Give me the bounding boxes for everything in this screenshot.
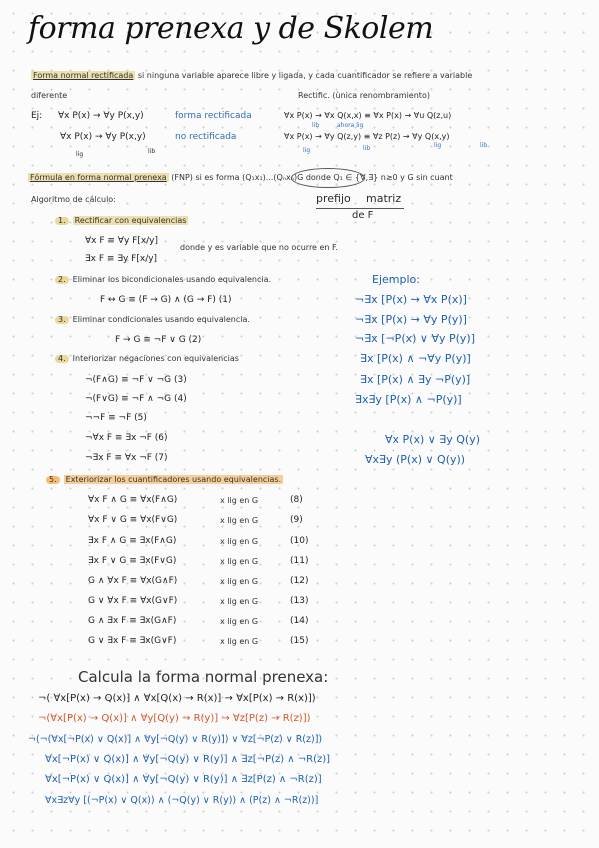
- step-1: [55, 217, 188, 225]
- step-4-eq-1: ¬(F∧G) ≡ ¬F ∨ ¬G (3): [85, 375, 187, 385]
- step-5-row-4-cond: x lig en G: [220, 557, 259, 566]
- step-4: [55, 355, 239, 363]
- step-4-label: Interiorizar negaciones con equivalencias: [72, 354, 239, 363]
- prenex-heading: Fórmula en forma normal prenexa: [30, 173, 167, 182]
- step-1-label: Rectificar con equivalencias: [74, 216, 187, 225]
- rectific-note: Rectific. (ùnica renombramiento): [298, 91, 430, 100]
- example-2-formula: ∀x P(x) → ∀y P(x,y): [60, 132, 146, 142]
- rectified-text: si ninguna variable aparece libre y ligada, y cada cuantificador se refiere a variable: [137, 71, 473, 80]
- step-5-number: 5.: [46, 476, 60, 484]
- r-sub-lig: lig: [303, 147, 311, 154]
- step-5-row-3-formula: ∃x F ∧ G ≡ ∃x(F∧G): [88, 536, 177, 546]
- step-5-row-1-cond: x lig en G: [220, 496, 259, 505]
- step-2-label: Eliminar los bicondicionales usando equivalencia.: [72, 275, 272, 284]
- step-5-row-3-cond: x lig en G: [220, 537, 259, 546]
- rectify-example-2: ∀x P(x) → ∀y Q(z,y) ≡ ∀z P(z) → ∀y Q(x,y): [284, 132, 450, 141]
- step-4-eq-4: ¬∀x F ≡ ∃x ¬F (6): [85, 433, 168, 443]
- example-1-tag: forma rectificada: [175, 111, 252, 121]
- matriz-label: matriz: [366, 192, 402, 205]
- exercise-given: ¬( ∀x[P(x) → Q(x)] ∧ ∀x[Q(x) → R(x)] → ∀x[P(x) → R(x)]): [38, 693, 316, 704]
- r-sub-lig-2: lig: [434, 142, 442, 149]
- step-3: [55, 316, 250, 324]
- example-1-formula: ∀x P(x) → ∀y P(x,y): [58, 111, 144, 121]
- example-label: Ej:: [31, 111, 43, 121]
- prenex-definition: [28, 174, 453, 182]
- step-5-row-5-cond: x lig en G: [220, 577, 259, 586]
- step-1-eq-2: ∃x F ≡ ∃y F[x/y]: [85, 254, 158, 264]
- example-line-1: ¬∃x [P(x) → ∀x P(x)]: [355, 293, 467, 306]
- step-5-label: Exteriorizar los cuantificadores usando equivalencias.: [65, 475, 282, 484]
- rectified-text-2: diferente: [31, 91, 68, 100]
- rectified-definition: [31, 72, 472, 80]
- step-5-row-6-formula: G ∨ ∀x F ≡ ∀x(G∨F): [88, 596, 178, 606]
- fraction-line: [316, 208, 404, 209]
- step-5: [46, 476, 283, 484]
- page-title: forma prenexa y de Skolem: [28, 11, 434, 46]
- example-line-5: ∃x [P(x) ∧ ∃y ¬P(y)]: [360, 373, 471, 386]
- under-lib-label: lib: [148, 148, 156, 155]
- step-5-row-8-num: (15): [290, 636, 309, 646]
- example-line-4: ∃x [P(x) ∧ ¬∀y P(y)]: [360, 352, 471, 365]
- example-2-line-1: ∀x P(x) ∨ ∃y Q(y): [385, 433, 481, 446]
- step-5-row-5-formula: G ∧ ∀x F ≡ ∀x(G∧F): [88, 576, 178, 586]
- step-5-row-2-cond: x lig en G: [220, 516, 259, 525]
- de-f-label: de F: [352, 210, 374, 221]
- step-5-row-7-formula: G ∧ ∃x F ≡ ∃x(G∧F): [88, 616, 177, 626]
- step-3-eq: F → G ≡ ¬F ∨ G (2): [115, 335, 202, 345]
- example-2-tag: no rectificada: [175, 132, 237, 142]
- r-sub-lib-3: lib: [480, 142, 488, 149]
- step-5-row-1-formula: ∀x F ∧ G ≡ ∀x(F∧G): [88, 495, 178, 505]
- step-5-row-8-formula: G ∨ ∃x F ≡ ∃x(G∨F): [88, 636, 177, 646]
- exercise-step-1: ¬(∀x[P(x) → Q(x)] ∧ ∀y[Q(y) → R(y)] → ∀z[P(z) → R(z)]): [38, 713, 311, 724]
- step-3-number: 3.: [55, 316, 69, 324]
- step-5-row-2-formula: ∀x F ∨ G ≡ ∀x(F∨G): [88, 515, 178, 525]
- prefix-oval: [291, 168, 365, 188]
- example-line-6: ∃x∃y [P(x) ∧ ¬P(y)]: [355, 393, 462, 406]
- algorithm-label: Algoritmo de cálculo:: [31, 195, 116, 204]
- step-5-row-7-num: (14): [290, 616, 309, 626]
- r-sub-lib-2: lib: [363, 145, 371, 152]
- r-sub-lib: lib: [312, 122, 320, 129]
- step-4-eq-3: ¬¬F ≡ ¬F (5): [85, 413, 147, 423]
- rectified-heading: Forma normal rectificada: [33, 71, 134, 80]
- exercise-step-3: ∀x[¬P(x) ∨ Q(x)] ∧ ∀y[¬Q(y) ∨ R(y)] ∧ ∃z[¬P(z) ∧ ¬R(z)]: [45, 754, 331, 765]
- step-1-note: donde y es variable que no ocurre en F.: [180, 243, 338, 252]
- step-5-row-1-num: (8): [290, 495, 303, 505]
- example-2-line-2: ∀x∃y (P(x) ∨ Q(y)): [365, 453, 466, 466]
- step-5-row-7-cond: x lig en G: [220, 617, 259, 626]
- step-2-number: 2.: [55, 276, 69, 284]
- exercise-step-5: ∀x∃z∀y [(¬P(x) ∨ Q(x)) ∧ (¬Q(y) ∨ R(y)) ∧ (P(z) ∧ ¬R(z))]: [45, 795, 319, 806]
- r-sub-ahora-lig: ahora lig: [337, 122, 364, 129]
- step-5-row-8-cond: x lig en G: [220, 637, 259, 646]
- example-heading: Ejemplo:: [372, 273, 420, 286]
- exercise-heading: Calcula la forma normal prenexa:: [78, 668, 329, 686]
- under-lig-label: lig: [76, 151, 84, 158]
- step-2: [55, 276, 271, 284]
- step-3-label: Eliminar condicionales usando equivalencia.: [72, 315, 250, 324]
- step-5-row-4-num: (11): [290, 556, 309, 566]
- step-1-eq-1: ∀x F ≡ ∀y F[x/y]: [85, 236, 159, 246]
- prenex-text: (FNP) si es forma (Q₁x₁)...(Qₙxₙ)G donde Q₁ ∈ {∀,∃} n≥0 y G sin cuant: [171, 173, 453, 182]
- rectify-example-1: ∀x P(x) → ∀x Q(x,x) ≡ ∀x P(x) → ∀u Q(z,u): [284, 111, 452, 120]
- exercise-step-2: ¬(¬(∀x[¬P(x) ∨ Q(x)] ∧ ∀y[¬Q(y) ∨ R(y)]) ∨ ∀z[¬P(z) ∨ R(z)]): [28, 734, 323, 745]
- step-5-row-6-num: (13): [290, 596, 309, 606]
- example-line-2: ¬∃x [P(x) → ∀y P(y)]: [355, 313, 467, 326]
- step-5-row-4-formula: ∃x F ∨ G ≡ ∃x(F∨G): [88, 556, 177, 566]
- step-5-row-6-cond: x lig en G: [220, 597, 259, 606]
- step-4-eq-5: ¬∃x F ≡ ∀x ¬F (7): [85, 453, 168, 463]
- example-line-3: ¬∃x [¬P(x) ∨ ∀y P(y)]: [355, 332, 476, 345]
- prefijo-label: prefijo: [316, 192, 351, 205]
- step-4-number: 4.: [55, 355, 69, 363]
- step-4-eq-2: ¬(F∨G) ≡ ¬F ∧ ¬G (4): [85, 394, 187, 404]
- exercise-step-4: ∀x[¬P(x) ∨ Q(x)] ∧ ∀y[¬Q(y) ∨ R(y)] ∧ ∃z[P(z) ∧ ¬R(z)]: [45, 774, 322, 785]
- step-1-number: 1.: [55, 217, 69, 225]
- step-5-row-5-num: (12): [290, 576, 309, 586]
- step-2-eq: F ↔ G ≡ (F → G) ∧ (G → F) (1): [100, 295, 232, 305]
- step-5-row-3-num: (10): [290, 536, 309, 546]
- step-5-row-2-num: (9): [290, 515, 303, 525]
